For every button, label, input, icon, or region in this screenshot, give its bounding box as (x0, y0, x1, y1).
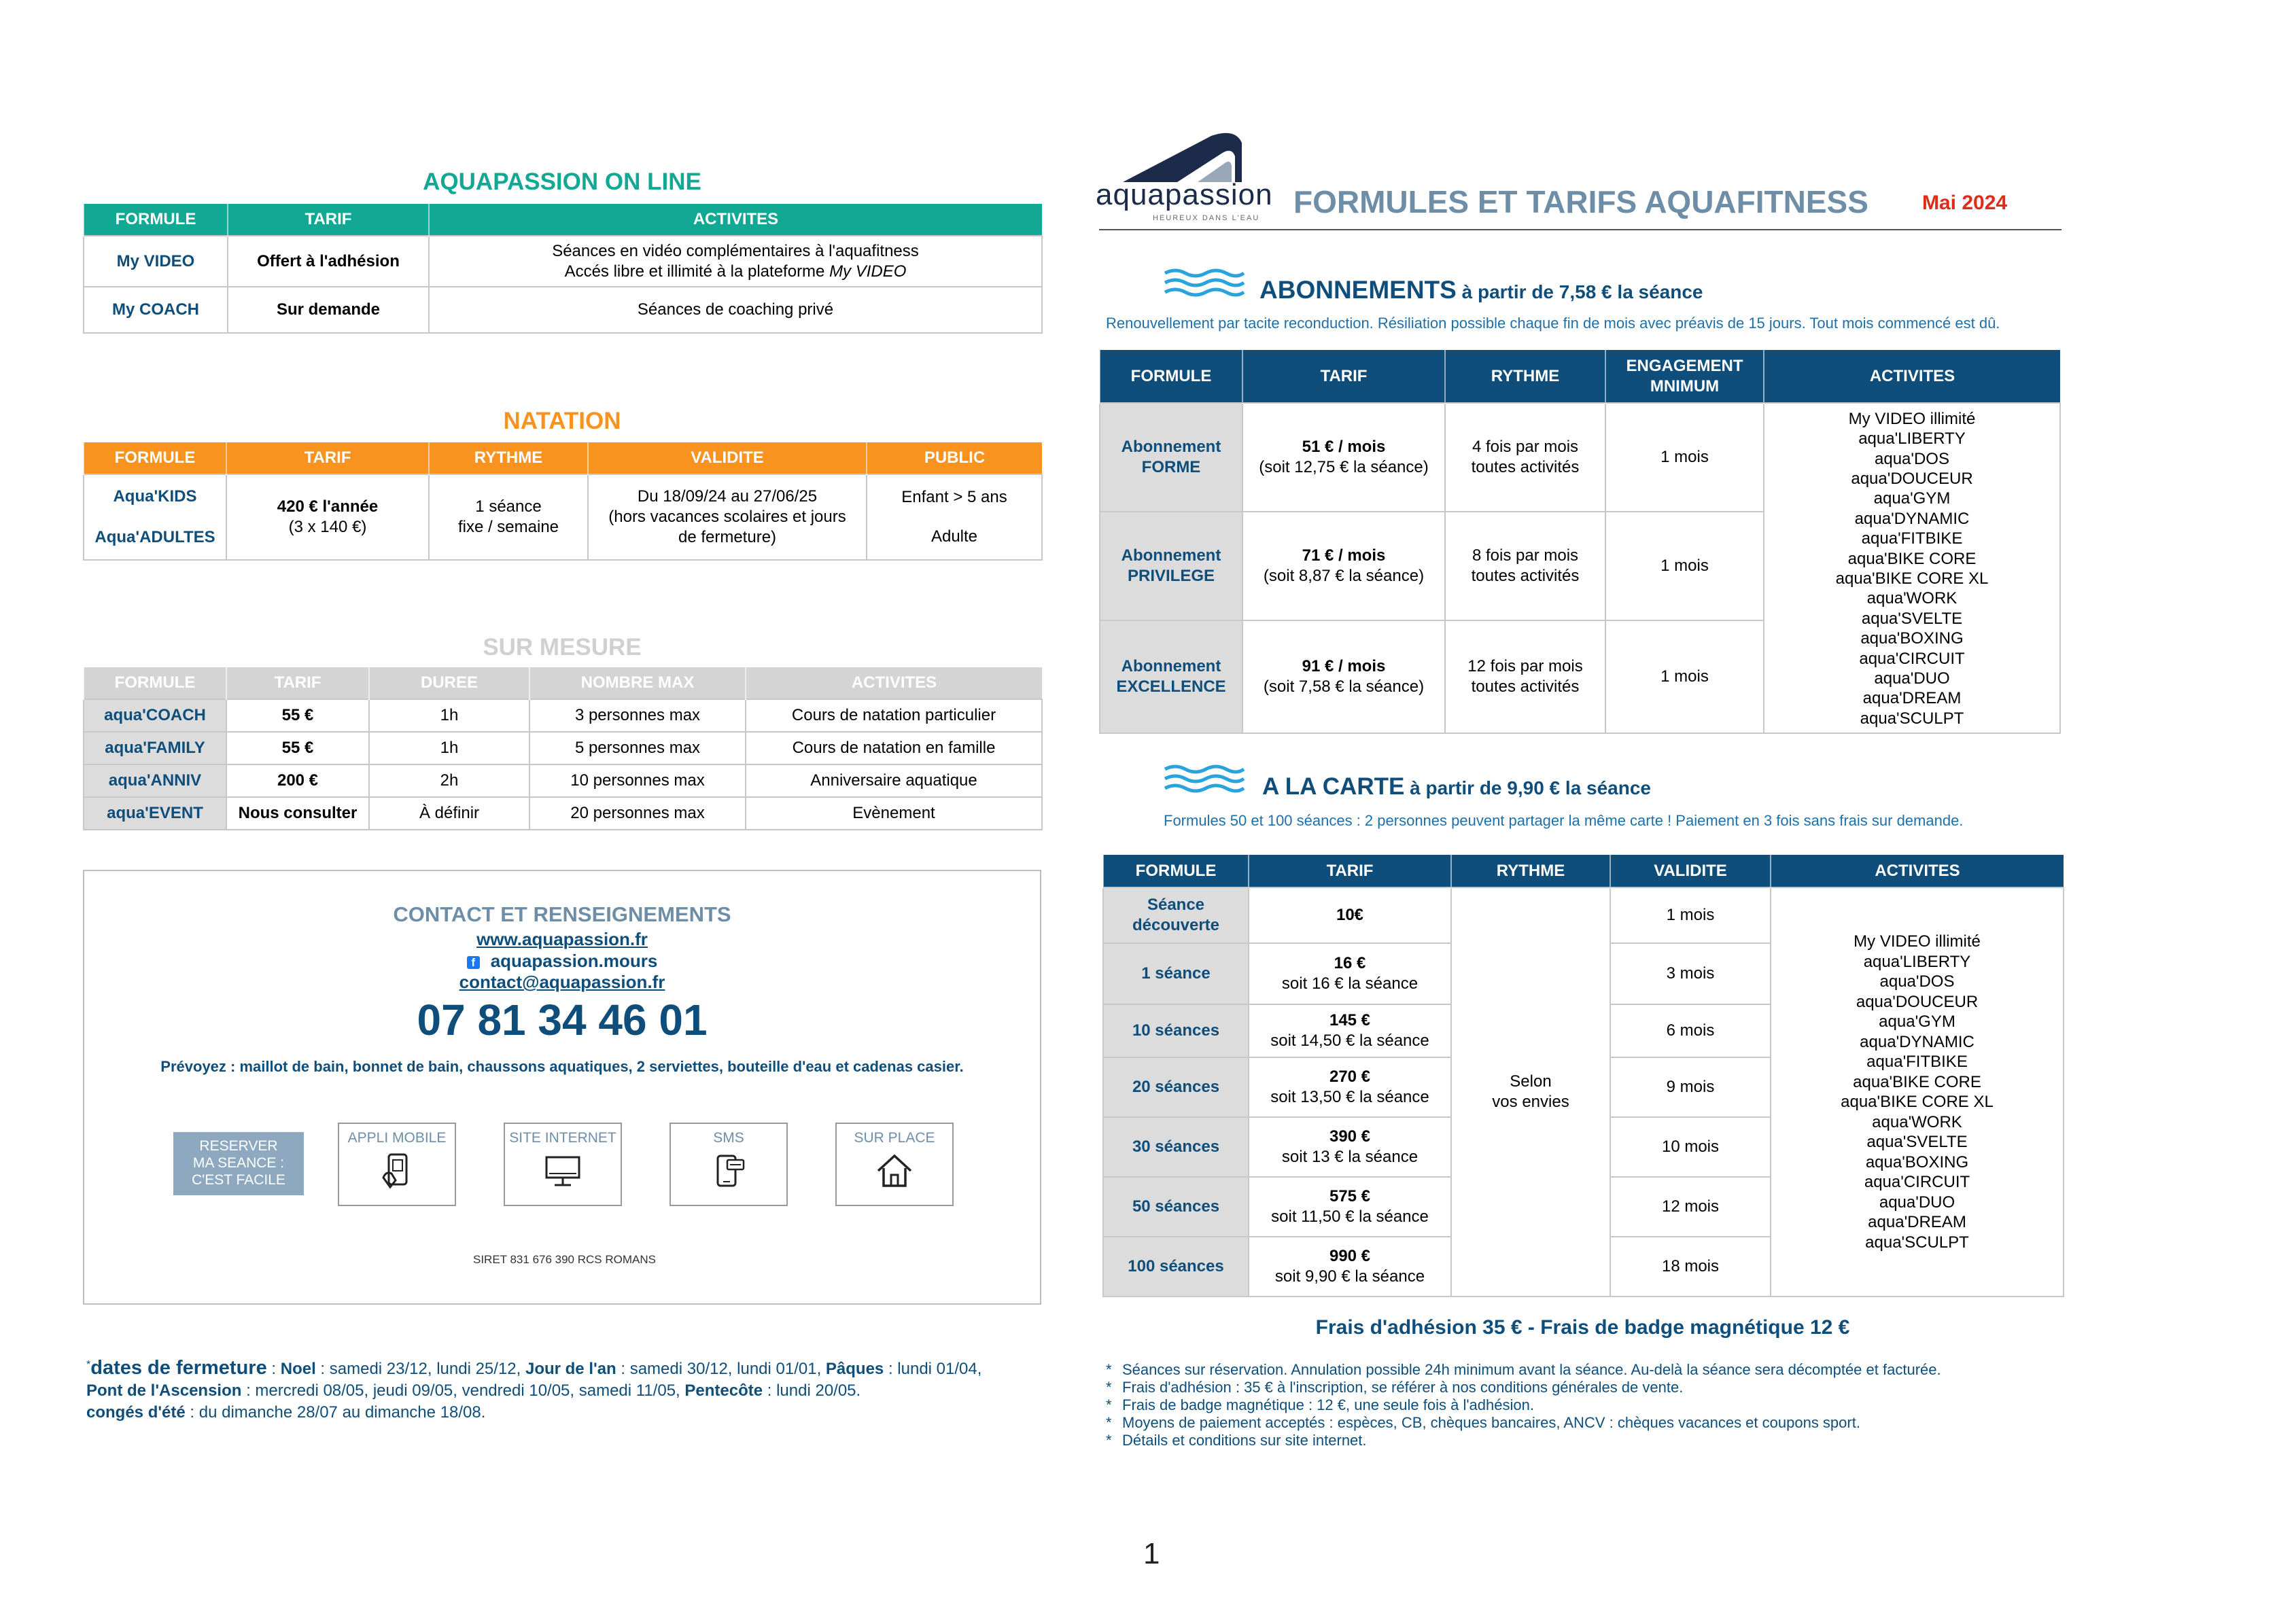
abo-rythme-line: toutes activités (1471, 458, 1580, 476)
logo (1096, 129, 1278, 231)
activity-item: aqua'DOUCEUR (1851, 469, 1973, 488)
logo-text: aquapassion (1096, 178, 1273, 211)
abo-rythme (1445, 403, 1605, 512)
fermeture-ascension: Pont de l'Ascension (86, 1381, 242, 1400)
carte-tarif-price: 16 € (1334, 954, 1366, 972)
natation-tarif-detail: (3 x 140 €) (288, 518, 367, 536)
abo-tarif (1242, 403, 1445, 512)
carte-activities-list (1771, 887, 2064, 1297)
natation-validite-line: de fermeture) (678, 528, 777, 546)
surmesure-duree: À définir (369, 797, 529, 830)
appli-mobile-button[interactable] (338, 1123, 456, 1206)
abo-formule (1100, 403, 1242, 512)
surmesure-header-formule: FORMULE (84, 667, 226, 699)
natation-formule-adultes: Aqua'ADULTES (94, 528, 215, 546)
carte-title: A LA CARTE (1262, 773, 1405, 800)
activity-item: aqua'SCULPT (1865, 1233, 1969, 1252)
fermeture-label: dates de fermeture (90, 1357, 267, 1379)
abo-rythme (1445, 620, 1605, 733)
carte-tarif (1249, 1057, 1451, 1117)
activity-item: aqua'BIKE CORE XL (1835, 569, 1989, 588)
abo-tarif-price: 71 € / mois (1302, 546, 1386, 565)
activity-item: aqua'BIKE CORE (1853, 1072, 1981, 1091)
waves-icon (1164, 762, 1245, 795)
online-table (83, 204, 1043, 334)
natation-rythme (429, 474, 588, 560)
natation-public-line: Enfant > 5 ans (901, 488, 1007, 506)
carte-formule-line: Séance (1147, 896, 1205, 914)
surmesure-activite: Cours de natation particulier (746, 699, 1042, 732)
carte-validite: 1 mois (1610, 887, 1771, 943)
carte-tarif-price: 390 € (1329, 1127, 1371, 1146)
carte-tarif-detail: soit 14,50 € la séance (1270, 1032, 1429, 1050)
carte-table (1102, 855, 2064, 1297)
activity-item: aqua'BOXING (1860, 629, 1964, 648)
table-row (84, 474, 1042, 560)
website-link[interactable]: www.aquapassion.fr (476, 929, 648, 949)
abo-header-tarif: TARIF (1242, 350, 1445, 403)
footnote-item (1106, 1361, 2057, 1379)
footnote-item (1106, 1414, 2057, 1432)
carte-formule: 10 séances (1103, 1004, 1249, 1057)
abo-formule-line: FORME (1141, 458, 1201, 476)
activity-item: aqua'BOXING (1865, 1152, 1969, 1171)
activity-item: aqua'CIRCUIT (1864, 1173, 1970, 1191)
carte-header-validite: VALIDITE (1610, 855, 1771, 887)
surmesure-formule: aqua'FAMILY (84, 732, 226, 764)
carte-header-activites: ACTIVITES (1771, 855, 2064, 887)
carte-validite: 10 mois (1610, 1117, 1771, 1177)
fermeture-part: : lundi 20/05. (763, 1381, 861, 1400)
reserve-label (173, 1132, 304, 1195)
contact-site-wrap (84, 929, 1040, 950)
abo-header-activites: ACTIVITES (1764, 350, 2060, 403)
natation-tarif (226, 474, 429, 560)
surmesure-header-duree: DUREE (369, 667, 529, 699)
online-act-italic: My VIDEO (829, 262, 907, 281)
surmesure-formule: aqua'COACH (84, 699, 226, 732)
abo-formule-line: PRIVILEGE (1127, 567, 1215, 585)
abo-tarif-price: 91 € / mois (1302, 657, 1386, 675)
abo-formule-line: Abonnement (1121, 546, 1221, 565)
fermeture-part: : lundi 01/04, (884, 1360, 982, 1378)
footnote-text: Frais d'adhésion : 35 € à l'inscription, se référer à nos conditions générales de vente. (1122, 1379, 1684, 1396)
surmesure-max: 3 personnes max (529, 699, 746, 732)
activity-item: aqua'SCULPT (1860, 709, 1964, 728)
fermeture-noel: Noel (280, 1360, 316, 1378)
activity-item: aqua'DOUCEUR (1856, 992, 1979, 1011)
surmesure-formule: aqua'EVENT (84, 797, 226, 830)
surmesure-header-tarif: TARIF (226, 667, 369, 699)
online-header-tarif: TARIF (228, 204, 429, 236)
surmesure-table (83, 667, 1043, 830)
activity-item: aqua'BIKE CORE (1847, 549, 1977, 568)
abo-activities-list (1764, 403, 2060, 733)
abo-formule-line: Abonnement (1121, 657, 1221, 675)
natation-title: NATATION (503, 408, 621, 434)
house-icon (874, 1150, 915, 1191)
abo-engagement: 1 mois (1605, 403, 1764, 512)
activity-item: aqua'WORK (1866, 589, 1958, 608)
activity-item: aqua'FITBIKE (1866, 1053, 1968, 1071)
abo-engagement: 1 mois (1605, 512, 1764, 620)
carte-tarif-price: 990 € (1329, 1247, 1371, 1265)
carte-formule (1103, 887, 1249, 943)
fermeture-conges: congés d'été (86, 1403, 186, 1422)
table-row (1100, 403, 2060, 512)
activity-item: aqua'GYM (1873, 489, 1951, 508)
carte-validite: 12 mois (1610, 1177, 1771, 1237)
online-formule: My VIDEO (84, 236, 228, 287)
facebook-link[interactable]: aquapassion.mours (490, 951, 658, 971)
facebook-icon: f (467, 956, 480, 969)
carte-tarif-detail: soit 9,90 € la séance (1274, 1267, 1425, 1286)
footnote-text: Détails et conditions sur site internet. (1122, 1432, 1367, 1449)
activity-item: aqua'DYNAMIC (1860, 1032, 1975, 1051)
carte-validite: 9 mois (1610, 1057, 1771, 1117)
abo-rythme-line: 8 fois par mois (1472, 546, 1579, 565)
carte-formule: 50 séances (1103, 1177, 1249, 1237)
carte-tarif (1249, 1177, 1451, 1237)
activity-item: aqua'SVELTE (1861, 609, 1963, 628)
abo-tarif-detail: (soit 12,75 € la séance) (1259, 458, 1429, 476)
page-number: 1 (1143, 1537, 1160, 1570)
abo-rythme-line: toutes activités (1471, 677, 1580, 696)
frais-text: Frais d'adhésion 35 € - Frais de badge magnétique 12 € (1315, 1316, 1850, 1339)
page-date: Mai 2024 (1922, 192, 2008, 214)
natation-public (867, 474, 1042, 560)
computer-monitor-icon (542, 1150, 583, 1191)
natation-header-formule: FORMULE (84, 442, 226, 474)
surmesure-formule: aqua'ANNIV (84, 764, 226, 797)
carte-tarif (1249, 1117, 1451, 1177)
activity-item: aqua'DOS (1879, 972, 1955, 991)
carte-tarif-detail: soit 13,50 € la séance (1270, 1088, 1429, 1106)
surmesure-activite: Cours de natation en famille (746, 732, 1042, 764)
natation-header-tarif: TARIF (226, 442, 429, 474)
carte-note: Formules 50 et 100 séances : 2 personnes peuvent partager la même carte ! Paiement en 3 fois sans frais sur demande. (1164, 812, 1964, 829)
carte-header-tarif: TARIF (1249, 855, 1451, 887)
abo-header-engagement: ENGAGEMENT MNIMUM (1605, 350, 1764, 403)
phone-number[interactable]: 07 81 34 46 01 (417, 995, 708, 1044)
abo-header-formule: FORMULE (1100, 350, 1242, 403)
fermeture-part: : du dimanche 28/07 au dimanche 18/08. (185, 1403, 486, 1422)
online-tarif: Sur demande (228, 287, 429, 333)
page-title: FORMULES ET TARIFS AQUAFITNESS (1293, 184, 1868, 219)
online-tarif: Offert à l'adhésion (228, 236, 429, 287)
carte-validite: 6 mois (1610, 1004, 1771, 1057)
abo-formule-line: Abonnement (1121, 438, 1221, 456)
natation-public-line: Adulte (930, 527, 978, 546)
surmesure-header-max: NOMBRE MAX (529, 667, 746, 699)
carte-tarif (1249, 1004, 1451, 1057)
fermeture-jour: Jour de l'an (525, 1360, 616, 1378)
abo-tarif-detail: (soit 8,87 € la séance) (1263, 567, 1425, 585)
footnote-text: Séances sur réservation. Annulation possible 24h minimum avant la séance. Au-delà la séance sera décomptée et facturée. (1122, 1361, 1941, 1378)
abonnements-heading (1259, 276, 1703, 304)
activity-item: My VIDEO illimité (1854, 932, 1981, 951)
footnote-item (1106, 1396, 2057, 1414)
logo-subtext: HEUREUX DANS L'EAU (1153, 214, 1260, 222)
carte-subtitle: à partir de 9,90 € la séance (1404, 777, 1652, 798)
contact-email-wrap (84, 972, 1040, 993)
carte-validite: 18 mois (1610, 1237, 1771, 1297)
abo-formule (1100, 512, 1242, 620)
footnotes-list (1106, 1361, 2057, 1449)
table-row (84, 236, 1042, 287)
carte-tarif: 10€ (1249, 887, 1451, 943)
reserve-line: C'EST FACILE (192, 1172, 285, 1188)
abo-formule (1100, 620, 1242, 733)
abo-tarif (1242, 512, 1445, 620)
site-internet-button[interactable] (504, 1123, 622, 1206)
abo-tarif-detail: (soit 7,58 € la séance) (1263, 677, 1425, 696)
abo-formule-line: EXCELLENCE (1116, 677, 1226, 696)
abo-tarif (1242, 620, 1445, 733)
carte-tarif-price: 145 € (1329, 1011, 1371, 1029)
online-act-line (435, 262, 1036, 282)
natation-formule (84, 474, 226, 560)
fermeture-part: : samedi 30/12, lundi 01/01, (616, 1360, 826, 1378)
natation-table (83, 442, 1043, 561)
surmesure-max: 20 personnes max (529, 797, 746, 830)
carte-tarif-detail: soit 16 € la séance (1281, 974, 1419, 993)
surmesure-tarif: Nous consulter (226, 797, 369, 830)
header-divider (1099, 229, 2062, 230)
footnote-star: * (1106, 1396, 1112, 1413)
footnote-item (1106, 1432, 2057, 1449)
abonnements-note: Renouvellement par tacite reconduction. Résiliation possible chaque fin de mois avec préavis de 15 jours. Tout mois commencé est dû. (1106, 315, 2000, 332)
carte-tarif-detail: soit 11,50 € la séance (1271, 1207, 1429, 1226)
email-link[interactable]: contact@aquapassion.fr (459, 972, 665, 992)
online-formule: My COACH (84, 287, 228, 333)
carte-heading (1262, 773, 1651, 800)
activity-item: aqua'GYM (1879, 1012, 1955, 1031)
surmesure-header-activites: ACTIVITES (746, 667, 1042, 699)
online-act-line: Séances en vidéo complémentaires à l'aquafitness (552, 241, 919, 260)
table-row (1103, 887, 2064, 943)
surmesure-activite: Evènement (746, 797, 1042, 830)
activity-item: aqua'DUO (1874, 669, 1950, 688)
online-header-formule: FORMULE (84, 204, 228, 236)
surmesure-activite: Anniversaire aquatique (746, 764, 1042, 797)
reserve-line: MA SEANCE : (192, 1155, 285, 1171)
natation-header-rythme: RYTHME (429, 442, 588, 474)
carte-tarif-price: 270 € (1329, 1068, 1371, 1086)
sms-phone-icon (708, 1150, 749, 1191)
carte-rythme (1451, 887, 1610, 1297)
abo-rythme-line: toutes activités (1471, 567, 1580, 585)
surmesure-tarif: 55 € (226, 699, 369, 732)
abonnements-table (1099, 350, 2061, 734)
surmesure-duree: 2h (369, 764, 529, 797)
carte-rythme-line: Selon (1510, 1072, 1552, 1091)
footnote-star: * (1106, 1379, 1112, 1396)
fermeture-part: : mercredi 08/05, jeudi 09/05, vendredi 10/05, samedi 11/05, (241, 1381, 685, 1400)
carte-formule: 20 séances (1103, 1057, 1249, 1117)
fermeture-part: : samedi 23/12, lundi 25/12, (315, 1360, 525, 1378)
surmesure-tarif: 55 € (226, 732, 369, 764)
abo-engagement: 1 mois (1605, 620, 1764, 733)
contact-box (83, 870, 1041, 1305)
online-activites: Séances de coaching privé (429, 287, 1042, 333)
carte-header-formule: FORMULE (1103, 855, 1249, 887)
activity-item: My VIDEO illimité (1848, 409, 1976, 428)
carte-validite: 3 mois (1610, 943, 1771, 1004)
reserve-line: RESERVER (199, 1138, 278, 1154)
prevoyez-text: Prévoyez : maillot de bain, bonnet de bain, chaussons aquatiques, 2 serviettes, bouteille d'eau et cadenas casier. (160, 1058, 964, 1075)
surmesure-duree: 1h (369, 699, 529, 732)
activity-item: aqua'CIRCUIT (1859, 649, 1965, 668)
footnote-star: * (1106, 1414, 1112, 1431)
carte-rythme-line: vos envies (1492, 1093, 1569, 1111)
logo-wave-icon (1096, 129, 1278, 183)
activity-item: aqua'SVELTE (1866, 1133, 1968, 1151)
natation-tarif-price: 420 € l'année (277, 497, 379, 516)
siret-text: SIRET 831 676 390 RCS ROMANS (473, 1253, 656, 1266)
footnote-star: * (1106, 1432, 1112, 1449)
online-act-text: Accés libre et illimité à la plateforme (564, 262, 830, 281)
table-row (84, 732, 1042, 764)
sms-label: SMS (713, 1130, 744, 1146)
natation-header-public: PUBLIC (867, 442, 1042, 474)
online-title: AQUAPASSION ON LINE (423, 169, 701, 195)
abo-header-rythme: RYTHME (1445, 350, 1605, 403)
activity-item: aqua'DUO (1879, 1193, 1955, 1212)
activity-item: aqua'WORK (1872, 1112, 1962, 1131)
table-row (84, 764, 1042, 797)
activity-item: aqua'DREAM (1868, 1213, 1966, 1231)
activity-item: aqua'FITBIKE (1861, 529, 1963, 548)
natation-header-validite: VALIDITE (588, 442, 867, 474)
sms-button[interactable] (669, 1123, 788, 1206)
surmesure-max: 10 personnes max (529, 764, 746, 797)
abo-rythme-line: 12 fois par mois (1467, 657, 1583, 675)
appli-mobile-label: APPLI MOBILE (347, 1130, 447, 1146)
mobile-phone-icon (377, 1150, 417, 1191)
surmesure-duree: 1h (369, 732, 529, 764)
sur-place-label: SUR PLACE (854, 1130, 935, 1146)
carte-formule: 1 séance (1103, 943, 1249, 1004)
carte-tarif (1249, 943, 1451, 1004)
table-row (84, 797, 1042, 830)
site-internet-label: SITE INTERNET (509, 1130, 616, 1146)
footnote-item (1106, 1379, 2057, 1396)
waves-icon (1164, 266, 1245, 299)
fermeture-paques: Pâques (825, 1360, 884, 1378)
sur-place-button[interactable] (835, 1123, 954, 1206)
abonnements-title: ABONNEMENTS (1259, 276, 1457, 304)
activity-item: aqua'BIKE CORE XL (1841, 1093, 1994, 1111)
abo-rythme-line: 4 fois par mois (1472, 438, 1579, 456)
fermeture-part: : (266, 1360, 281, 1378)
activity-item: aqua'LIBERTY (1863, 952, 1971, 971)
contact-facebook-wrap (84, 951, 1040, 972)
carte-formule: 30 séances (1103, 1117, 1249, 1177)
surmesure-max: 5 personnes max (529, 732, 746, 764)
carte-formule: 100 séances (1103, 1237, 1249, 1297)
footnote-text: Frais de badge magnétique : 12 €, une seule fois à l'adhésion. (1122, 1396, 1534, 1413)
carte-tarif-detail: soit 13 € la séance (1281, 1148, 1419, 1166)
activity-item: aqua'LIBERTY (1858, 429, 1966, 448)
natation-rythme-line: fixe / semaine (457, 518, 559, 536)
table-row (84, 699, 1042, 732)
carte-tarif-price: 575 € (1329, 1187, 1371, 1205)
natation-validite-line: (hors vacances scolaires et jours (608, 508, 846, 526)
table-row (84, 287, 1042, 333)
fermeture-star: * (86, 1359, 91, 1371)
abo-rythme (1445, 512, 1605, 620)
natation-validite-line: Du 18/09/24 au 27/06/25 (637, 487, 818, 506)
footnote-text: Moyens de paiement acceptés : espèces, CB, chèques bancaires, ANCV : chèques vacances et coupons sport. (1122, 1414, 1860, 1431)
natation-validite (588, 474, 867, 560)
carte-header-rythme: RYTHME (1451, 855, 1610, 887)
surmesure-tarif: 200 € (226, 764, 369, 797)
carte-tarif (1249, 1237, 1451, 1297)
natation-rythme-line: 1 séance (475, 497, 542, 516)
activity-item: aqua'DREAM (1862, 689, 1962, 708)
fermeture-pentecote: Pentecôte (684, 1381, 763, 1400)
abo-tarif-price: 51 € / mois (1302, 438, 1386, 456)
abonnements-subtitle: à partir de 7,58 € la séance (1456, 281, 1703, 302)
fermeture-text (86, 1354, 997, 1424)
footnote-star: * (1106, 1361, 1112, 1378)
online-header-activites: ACTIVITES (429, 204, 1042, 236)
natation-formule-kids: Aqua'KIDS (113, 487, 197, 506)
online-activites (429, 236, 1042, 287)
activity-item: aqua'DYNAMIC (1854, 509, 1970, 528)
carte-formule-line: découverte (1132, 916, 1220, 934)
activity-item: aqua'DOS (1875, 449, 1949, 468)
contact-title: CONTACT ET RENSEIGNEMENTS (393, 902, 731, 926)
surmesure-title: SUR MESURE (483, 634, 642, 660)
